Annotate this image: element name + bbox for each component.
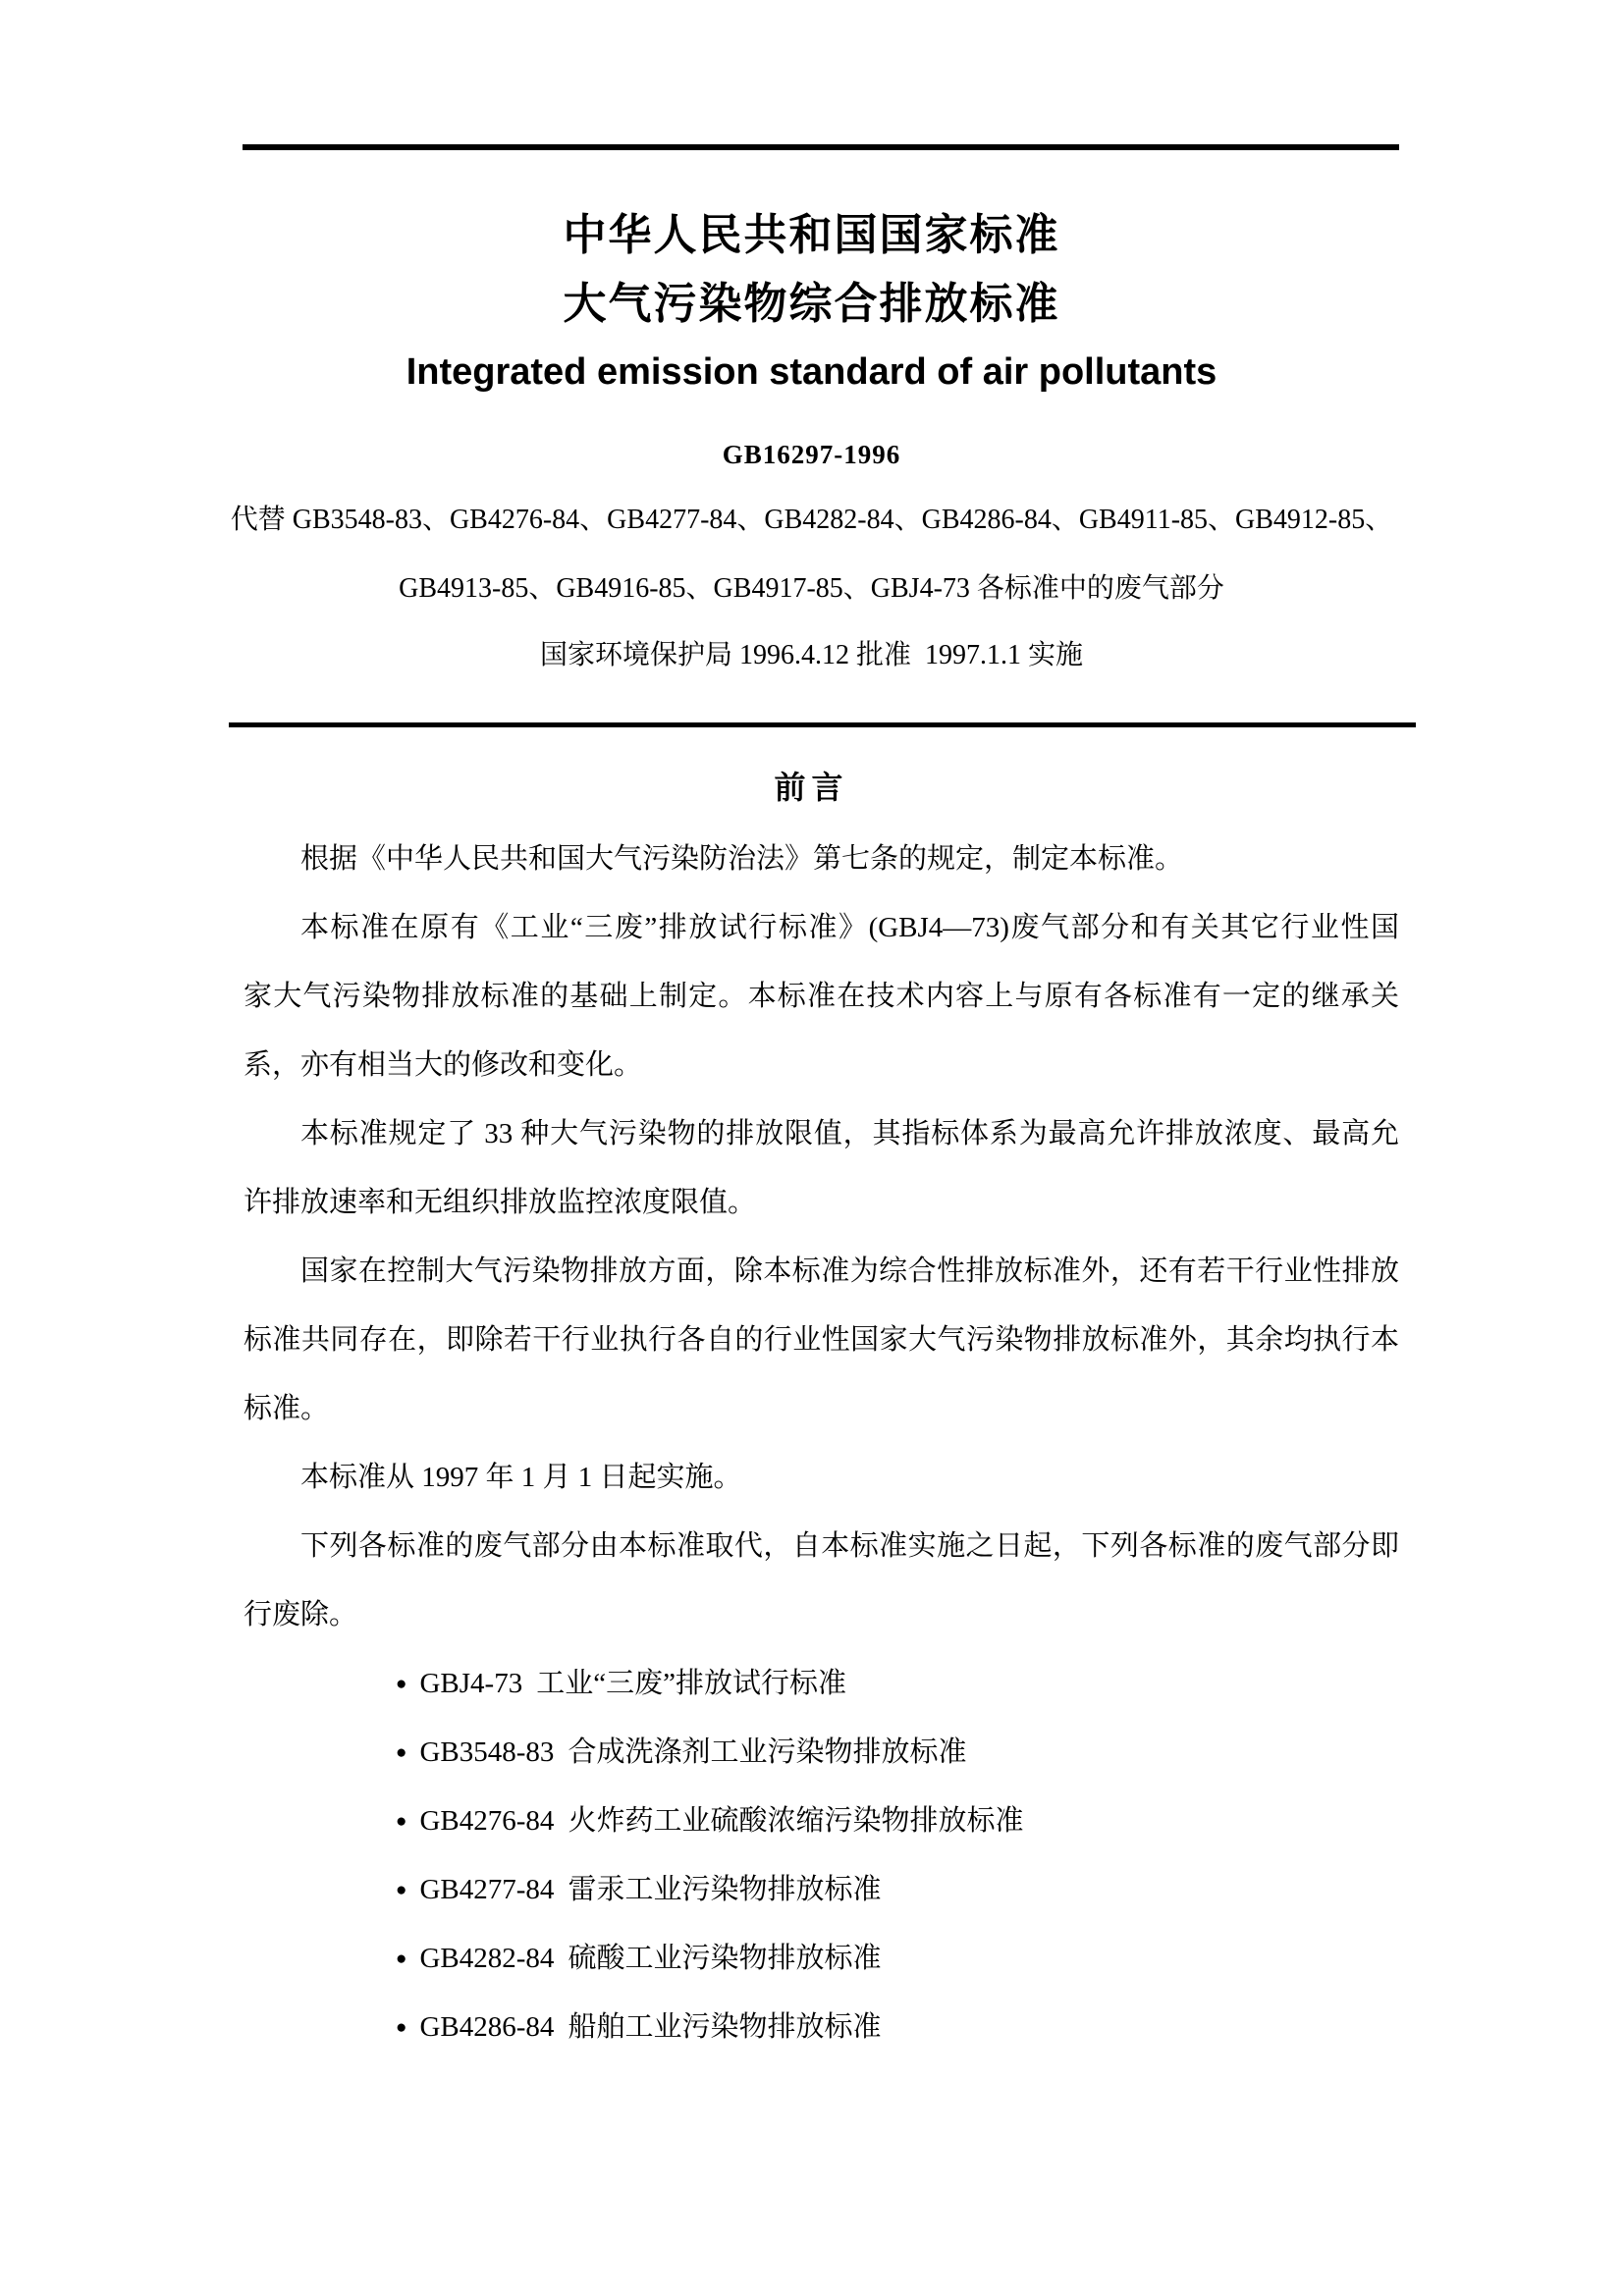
superseded-standard-item xyxy=(243,1787,1399,1855)
standard-item-code: GBJ4-73 xyxy=(419,1668,523,1699)
foreword-heading: 前言 xyxy=(774,770,849,805)
foreword-line: 根据《中华人民共和国大气污染防治法》第七条的规定，制定本标准。 xyxy=(300,843,1184,875)
standard-item-code: GB4286-84 xyxy=(419,2011,555,2043)
standard-item-title: 火炸药工业硫酸浓缩污染物排放标准 xyxy=(568,1805,1024,1837)
foreword-line: 家大气污染物排放标准的基础上制定。本标准在技术内容上与原有各标准有一定的继承关 xyxy=(243,981,1399,1012)
foreword-line: 标准。 xyxy=(243,1393,330,1424)
title-en: Integrated emission standard of air pollutants xyxy=(406,351,1217,393)
standard-code: GB16297-1996 xyxy=(722,440,901,469)
bullet-icon: ● xyxy=(396,1880,407,1900)
foreword-line: 行废除。 xyxy=(243,1599,358,1630)
standard-item-title: 硫酸工业污染物排放标准 xyxy=(568,1943,882,1974)
standard-item-code: GB4277-84 xyxy=(419,1874,555,1905)
bullet-icon: ● xyxy=(396,2017,407,2038)
supersedes-line-1: 代替 GB3548-83、GB4276-84、GB4277-84、GB4282-84、GB4286-84、GB4911-85、GB4912-85、 xyxy=(230,505,1393,535)
standard-item-title: 船舶工业污染物排放标准 xyxy=(568,2011,882,2043)
foreword-line: 本标准从 1997 年 1 月 1 日起实施。 xyxy=(300,1462,742,1493)
bullet-icon: ● xyxy=(396,1949,407,1969)
foreword-line: 标准共同存在，即除若干行业执行各自的行业性国家大气污染物排放标准外，其余均执行本 xyxy=(243,1324,1399,1356)
superseded-standard-item xyxy=(243,1718,1399,1787)
foreword-line: 国家在控制大气污染物排放方面，除本标准为综合性排放标准外，还有若干行业性排放 xyxy=(300,1255,1399,1287)
bullet-icon: ● xyxy=(396,1811,407,1832)
standard-item-title: 雷汞工业污染物排放标准 xyxy=(568,1874,882,1905)
bullet-icon: ● xyxy=(396,1742,407,1763)
foreword-line: 本标准规定了 33 种大气污染物的排放限值，其指标体系为最高允许排放浓度、最高允 xyxy=(300,1118,1399,1149)
foreword-line: 许排放速率和无组织排放监控浓度限值。 xyxy=(243,1187,757,1218)
standard-item-title: 合成洗涤剂工业污染物排放标准 xyxy=(568,1736,967,1768)
superseded-standard-item xyxy=(243,1993,1399,2061)
standard-item-code: GB4276-84 xyxy=(419,1805,555,1837)
standard-item-title: 工业“三废”排放试行标准 xyxy=(536,1668,846,1699)
title-cn-line1: 中华人民共和国国家标准 xyxy=(563,211,1060,259)
superseded-standard-item xyxy=(243,1924,1399,1993)
foreword-line: 本标准在原有《工业“三废”排放试行标准》(GBJ4—73)废气部分和有关其它行业性国 xyxy=(300,912,1399,943)
header-top-rule xyxy=(243,144,1399,150)
foreword-line: 下列各标准的废气部分由本标准取代，自本标准实施之日起，下列各标准的废气部分即 xyxy=(300,1530,1399,1562)
foreword-line: 系，亦有相当大的修改和变化。 xyxy=(243,1049,643,1081)
separator-rule xyxy=(229,722,1416,727)
standard-item-code: GB4282-84 xyxy=(419,1943,555,1974)
superseded-standard-item xyxy=(243,1649,1399,1718)
title-cn-line2: 大气污染物综合排放标准 xyxy=(563,280,1060,328)
approval-implementation-line: 国家环境保护局 1996.4.12 批准 1997.1.1 实施 xyxy=(539,640,1083,670)
superseded-standard-item xyxy=(243,1855,1399,1924)
supersedes-line-2: GB4913-85、GB4916-85、GB4917-85、GBJ4-73 各标准中的废气部分 xyxy=(399,573,1224,604)
bullet-icon: ● xyxy=(396,1674,407,1694)
foreword-body xyxy=(243,825,1399,2061)
standard-item-code: GB3548-83 xyxy=(419,1736,555,1768)
